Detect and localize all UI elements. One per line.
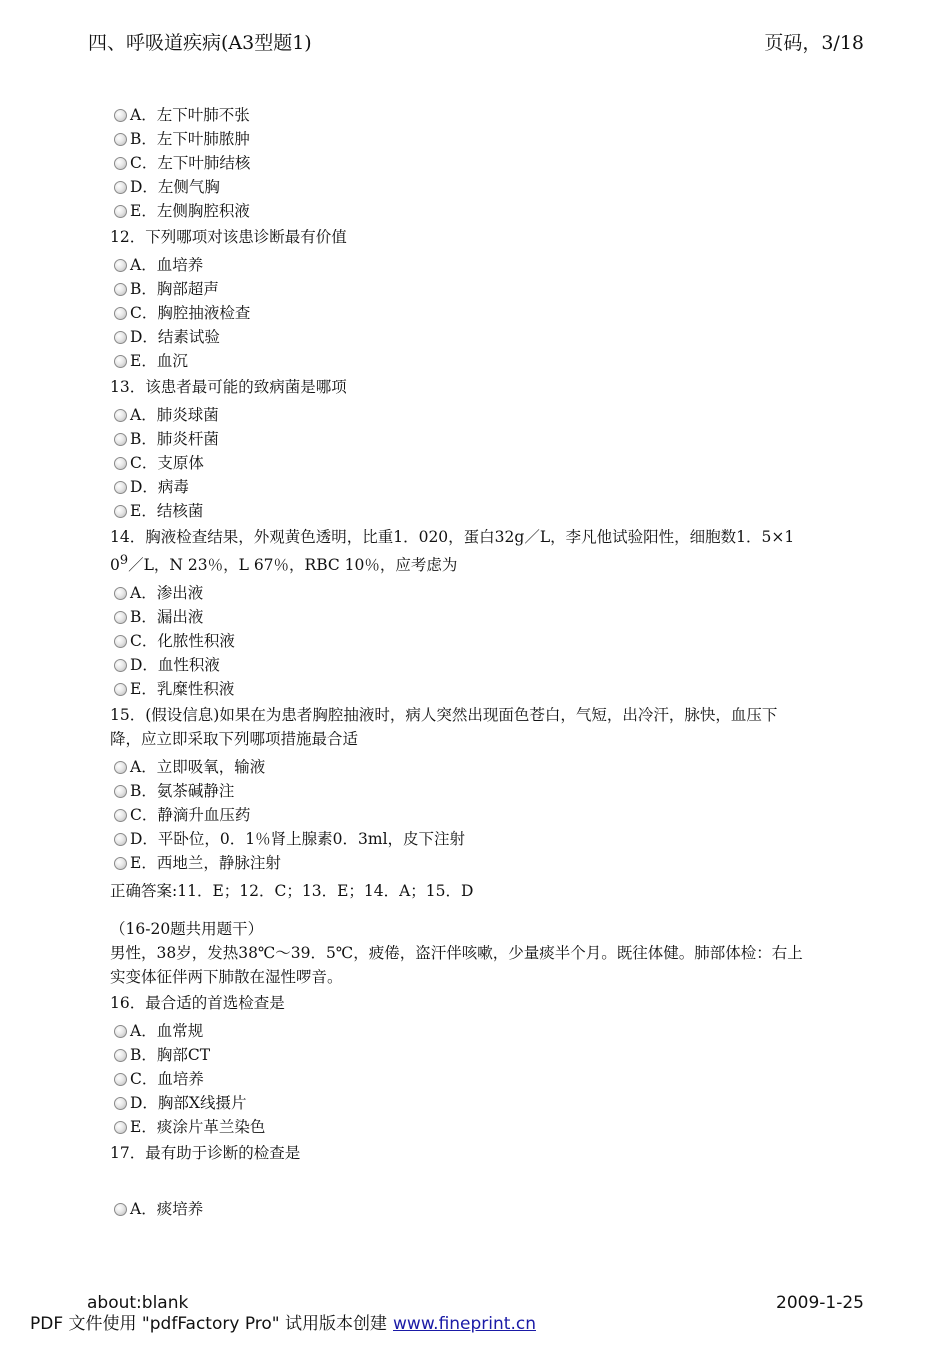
option-label: E．结核菌 [130,502,204,520]
radio-icon[interactable] [114,331,127,344]
radio-icon[interactable] [114,1073,127,1086]
option-item[interactable] [110,1067,850,1091]
option-item[interactable] [110,151,850,175]
option-item[interactable] [110,677,850,701]
option-label: C．静滴升血压药 [130,806,251,825]
option-label: C．支原体 [130,454,204,472]
radio-icon[interactable] [114,857,127,870]
option-item[interactable] [110,827,850,851]
radio-icon[interactable] [114,1121,127,1134]
question-12-text: 12．下列哪项对该患诊断最有价值 [110,228,347,246]
page-header [88,28,864,55]
option-item[interactable] [110,653,850,677]
option-item[interactable] [110,1115,850,1139]
option-label: E．血沉 [130,352,188,370]
question-15-line2: 降，应立即采取下列哪项措施最合适 [110,730,359,749]
radio-icon[interactable] [114,1049,127,1062]
q16-options [110,1019,850,1139]
option-label: D．病毒 [130,478,189,496]
option-item[interactable] [110,629,850,653]
radio-icon[interactable] [114,635,127,648]
option-label: A．立即吸氧，输液 [130,758,266,777]
pdf-watermark-text: PDF 文件使用 "pdfFactory Pro" 试用版本创建 [30,1314,388,1334]
q14-line2-pre: 0 [110,556,120,575]
radio-icon[interactable] [114,205,127,218]
pdf-watermark [30,1309,536,1334]
option-item[interactable] [110,325,850,349]
option-item[interactable] [110,451,850,475]
option-label: A．血培养 [130,256,204,274]
q11-options [110,103,850,223]
group-title: （16-20题共用题干） [110,920,264,939]
option-item[interactable] [110,253,850,277]
option-item[interactable] [110,755,850,779]
option-label: C．胸腔抽液检查 [130,304,251,322]
radio-icon[interactable] [114,307,127,320]
question-14-line2 [110,549,850,577]
radio-icon[interactable] [114,259,127,272]
option-item[interactable] [110,403,850,427]
option-label: C．化脓性积液 [130,632,235,651]
option-item[interactable] [110,277,850,301]
radio-icon[interactable] [114,157,127,170]
option-item[interactable] [110,199,850,223]
option-item[interactable] [110,427,850,451]
radio-icon[interactable] [114,587,127,600]
radio-icon[interactable] [114,611,127,624]
q17-options [110,1197,850,1221]
radio-icon[interactable] [114,505,127,518]
question-15-text [110,703,850,751]
case-stem [110,941,850,989]
option-item[interactable] [110,1043,850,1067]
radio-icon[interactable] [114,785,127,798]
footer-url: about:blank [87,1293,189,1313]
option-label: A．左下叶肺不张 [130,106,250,124]
option-item[interactable] [110,475,850,499]
radio-icon[interactable] [114,283,127,296]
question-16-text: 16．最合适的首选检查是 [110,994,285,1013]
radio-icon[interactable] [114,659,127,672]
option-label: E．西地兰，静脉注射 [130,854,281,873]
section-title: 四、呼吸道疾病(A3型题1) [88,32,312,54]
radio-icon[interactable] [114,481,127,494]
radio-icon[interactable] [114,181,127,194]
option-label: A．渗出液 [130,584,204,603]
q12-options [110,253,850,373]
option-label: D．平卧位，0．1％肾上腺素0．3ml，皮下注射 [130,830,466,849]
option-item[interactable] [110,103,850,127]
radio-icon[interactable] [114,109,127,122]
question-14-line1: 14．胸液检查结果，外观黄色透明，比重1．020，蛋白32g／L，李凡他试验阳性，细胞数1．5×1 [110,528,795,546]
option-label: D．左侧气胸 [130,178,220,196]
question-15-line1: 15．(假设信息)如果在为患者胸腔抽液时，病人突然出现面色苍白，气短，出冷汗，脉快，血压下 [110,706,778,725]
option-item[interactable] [110,349,850,373]
option-item[interactable] [110,1091,850,1115]
radio-icon[interactable] [114,457,127,470]
radio-icon[interactable] [114,1025,127,1038]
option-item[interactable] [110,779,850,803]
q14-exponent: 9 [119,553,129,568]
radio-icon[interactable] [114,433,127,446]
page-number: 页码，3/18 [764,32,864,54]
option-label: D．血性积液 [130,656,220,675]
option-label: B．胸部CT [130,1046,211,1065]
case-line2: 实变体征伴两下肺散在湿性啰音。 [110,968,343,987]
fineprint-link[interactable]: www.fineprint.cn [393,1314,536,1334]
radio-icon[interactable] [114,761,127,774]
option-label: B．氨茶碱静注 [130,782,235,801]
option-label: B．肺炎杆菌 [130,430,219,448]
option-item[interactable] [110,499,850,523]
option-label: E．左侧胸腔积液 [130,202,250,220]
option-item[interactable] [110,1019,850,1043]
question-17-text: 17．最有助于诊断的检查是 [110,1144,301,1163]
radio-icon[interactable] [114,409,127,422]
radio-icon[interactable] [114,355,127,368]
radio-icon[interactable] [114,133,127,146]
option-item[interactable] [110,1197,850,1221]
q14-line2-post: ／L，N 23％，L 67％，RBC 10％，应考虑为 [128,556,458,575]
option-label: B．左下叶肺脓肿 [130,130,250,148]
option-label: D．胸部X线摄片 [130,1094,247,1113]
case-line1: 男性，38岁，发热38℃～39．5℃，疲倦，盗汗伴咳嗽，少量痰半个月。既往体健。肺部体检：右上 [110,944,803,963]
radio-icon[interactable] [114,683,127,696]
option-item[interactable] [110,301,850,325]
option-item[interactable] [110,581,850,605]
option-item[interactable] [110,605,850,629]
q14-options [110,581,850,701]
option-label: A．痰培养 [130,1200,204,1219]
option-label: E．痰涂片革兰染色 [130,1118,266,1137]
option-label: B．漏出液 [130,608,204,627]
radio-icon[interactable] [114,1097,127,1110]
radio-icon[interactable] [114,833,127,846]
footer-date: 2009-1-25 [776,1293,864,1313]
option-label: C．血培养 [130,1070,204,1089]
option-item[interactable] [110,803,850,827]
spacer [110,1169,850,1197]
option-item[interactable] [110,127,850,151]
option-label: A．血常规 [130,1022,204,1041]
option-label: A．肺炎球菌 [130,406,219,424]
question-14-text [110,525,850,577]
option-label: C．左下叶肺结核 [130,154,251,172]
question-content [110,103,850,1221]
q13-options [110,403,850,523]
option-item[interactable] [110,851,850,875]
radio-icon[interactable] [114,809,127,822]
question-13-text: 13．该患者最可能的致病菌是哪项 [110,378,347,396]
option-label: D．结素试验 [130,328,220,346]
radio-icon[interactable] [114,1203,127,1216]
correct-answers: 正确答案:11．E；12．C；13．E；14．A；15．D [110,882,474,901]
q15-options [110,755,850,875]
option-label: B．胸部超声 [130,280,219,298]
option-item[interactable] [110,175,850,199]
option-label: E．乳糜性积液 [130,680,235,699]
